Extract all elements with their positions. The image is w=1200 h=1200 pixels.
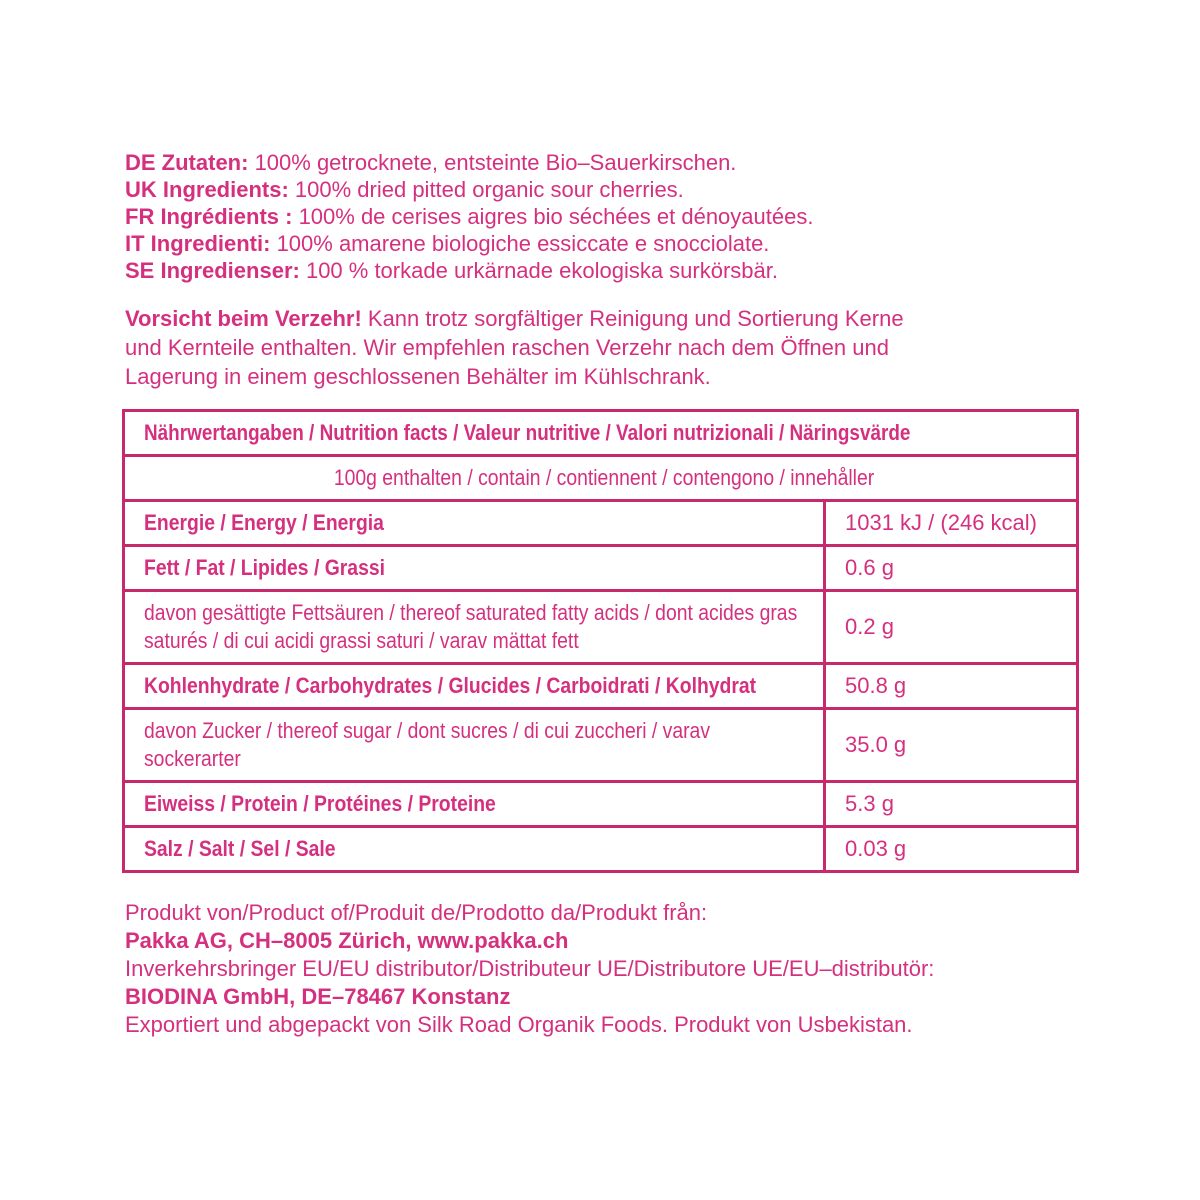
table-row-saturated-fat — [124, 591, 1078, 664]
table-row-carbohydrates — [124, 664, 1078, 709]
nutrition-table — [122, 409, 1079, 873]
producer-info — [125, 899, 1200, 1039]
protein-value: 5.3 g — [825, 782, 1078, 827]
ingredients-prefix-it: IT Ingredienti: — [125, 231, 271, 256]
ingredients-line-de — [125, 149, 1200, 176]
nutrition-table-subtitle — [124, 456, 1078, 501]
ingredients-prefix-fr: FR Ingrédients : — [125, 204, 293, 229]
saturated-fat-label — [124, 591, 825, 664]
fat-label — [124, 546, 825, 591]
ingredients-prefix-de: DE Zutaten: — [125, 150, 249, 175]
sugar-label — [124, 709, 825, 782]
producer-name-line: Pakka AG, CH–8005 Zürich, www.pakka.ch — [125, 928, 569, 953]
salt-value: 0.03 g — [825, 827, 1078, 872]
carbohydrates-label — [124, 664, 825, 709]
protein-label-text: Eiweiss / Protein / Protéines / Proteine — [144, 791, 496, 816]
nutrition-table-subtitle-row — [124, 456, 1078, 501]
fat-label-text: Fett / Fat / Lipides / Grassi — [144, 555, 385, 580]
nutrition-table-title — [124, 411, 1078, 456]
sugar-value: 35.0 g — [825, 709, 1078, 782]
nutrition-table-title-row — [124, 411, 1078, 456]
table-row-energy — [124, 501, 1078, 546]
carbohydrates-value: 50.8 g — [825, 664, 1078, 709]
fat-value: 0.6 g — [825, 546, 1078, 591]
protein-label — [124, 782, 825, 827]
ingredients-prefix-se: SE Ingredienser: — [125, 258, 300, 283]
ingredients-text-se: 100 % torkade urkärnade ekologiska surkörsbär. — [299, 258, 778, 283]
warning-line-2: und Kernteile enthalten. Wir empfehlen raschen Verzehr nach dem Öffnen und — [125, 335, 889, 360]
table-row-protein — [124, 782, 1078, 827]
warning-title: Vorsicht beim Verzehr! — [125, 306, 362, 331]
ingredients-text-de: 100% getrocknete, entsteinte Bio–Sauerkirschen. — [248, 150, 737, 175]
ingredients-prefix-uk: UK Ingredients: — [125, 177, 289, 202]
salt-label — [124, 827, 825, 872]
nutrition-table-subtitle-text: 100g enthalten / contain / contiennent / contengono / innehåller — [333, 465, 875, 490]
carbohydrates-label-text: Kohlenhydrate / Carbohydrates / Glucides / Carboidrati / Kolhydrat — [144, 673, 757, 698]
ingredients-section — [125, 149, 1200, 284]
consumption-warning — [125, 304, 1200, 391]
product-of-line: Produkt von/Product of/Produit de/Prodotto da/Produkt från: — [125, 900, 708, 925]
nutrition-table-title-text: Nährwertangaben / Nutrition facts / Valeur nutritive / Valori nutrizionali / Näringsvärde — [144, 420, 911, 445]
warning-line-1 — [125, 304, 1200, 333]
energy-value: 1031 kJ / (246 kcal) — [825, 501, 1078, 546]
ingredients-line-it — [125, 230, 1200, 257]
saturated-fat-value: 0.2 g — [825, 591, 1078, 664]
table-row-sugar — [124, 709, 1078, 782]
eu-distributor-label-line: Inverkehrsbringer EU/EU distributor/Distributeur UE/Distributore UE/EU–distributör: — [125, 956, 935, 981]
table-row-salt — [124, 827, 1078, 872]
eu-distributor-name-line: BIODINA GmbH, DE–78467 Konstanz — [125, 984, 511, 1009]
energy-label-text: Energie / Energy / Energia — [144, 510, 384, 535]
ingredients-text-fr: 100% de cerises aigres bio séchées et dénoyautées. — [292, 204, 814, 229]
ingredients-text-it: 100% amarene biologiche essiccate e snocciolate. — [270, 231, 770, 256]
ingredients-line-uk — [125, 176, 1200, 203]
ingredients-line-fr — [125, 203, 1200, 230]
ingredients-text-uk: 100% dried pitted organic sour cherries. — [288, 177, 684, 202]
ingredients-line-se — [125, 257, 1200, 284]
salt-label-text: Salz / Salt / Sel / Sale — [144, 836, 336, 861]
table-row-fat — [124, 546, 1078, 591]
warning-text-1: Kann trotz sorgfältiger Reinigung und Sortierung Kerne — [361, 306, 904, 331]
warning-line-3: Lagerung in einem geschlossenen Behälter im Kühlschrank. — [125, 364, 711, 389]
saturated-fat-label-text: davon gesättigte Fettsäuren / thereof saturated fatty acids / dont acides gras saturés / di cui acidi grassi saturi / varav mättat fett — [144, 600, 798, 653]
sugar-label-text: davon Zucker / thereof sugar / dont sucres / di cui zuccheri / varav sockerarter — [144, 718, 711, 771]
export-origin-line: Exportiert und abgepackt von Silk Road Organik Foods. Produkt von Usbekistan. — [125, 1012, 913, 1037]
energy-label — [124, 501, 825, 546]
